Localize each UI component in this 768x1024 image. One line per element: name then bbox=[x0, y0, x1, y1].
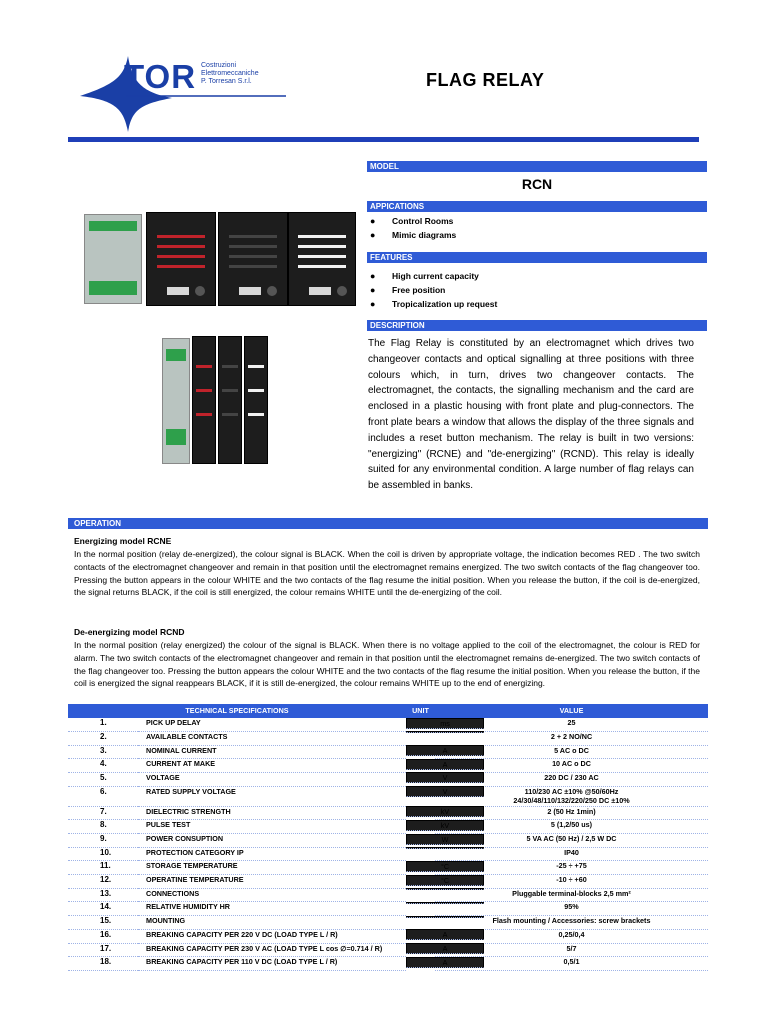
list-item: ● High current capacity bbox=[370, 271, 479, 281]
row-number: 16. bbox=[68, 929, 138, 943]
spec-name: VOLTAGE bbox=[138, 772, 406, 786]
table-row bbox=[68, 861, 708, 875]
spec-unit bbox=[406, 847, 484, 849]
spec-unit: °C bbox=[406, 875, 484, 886]
list-item: ● Tropicalization up request bbox=[370, 299, 498, 309]
spec-name: CONNECTIONS bbox=[138, 888, 406, 902]
row-number: 15. bbox=[68, 916, 138, 930]
spec-value: 5 AC o DC bbox=[435, 745, 708, 759]
spec-value: Pluggable terminal-blocks 2,5 mm² bbox=[435, 888, 708, 902]
spec-value: 25 bbox=[435, 718, 708, 732]
table-row bbox=[68, 759, 708, 773]
list-item: ● Control Rooms bbox=[370, 216, 454, 226]
spec-value: 2 (50 Hz 1min) bbox=[435, 806, 708, 820]
spec-value: 0,5/1 bbox=[435, 957, 708, 971]
table-row bbox=[68, 875, 708, 889]
spec-unit: kV bbox=[406, 820, 484, 831]
spec-unit: ms bbox=[406, 718, 484, 729]
table-row bbox=[68, 888, 708, 902]
row-number: 13. bbox=[68, 888, 138, 902]
list-item: ● Free position bbox=[370, 285, 446, 295]
description-text: The Flag Relay is constituted by an electromagnet which drives two changeover contacts and optical signalling at three positions with three colours which, in turn, drives two changeover contacts. The electromagnet, the contacts, the signalling mechanism and the card are enclosed in a plastic housing with front plate and plug-connectors. The front plate bears a window that allows the display of the three signals and includes a reset button mechanism. The relay is built in two versions: "energizing" (RCNE) and "de-energizing" (RCND). This relay is ideally suited for any environmental condition. A large number of flag relays can be assembled in banks. bbox=[368, 338, 694, 492]
bullet-icon: ● bbox=[370, 299, 376, 309]
product-photo-side bbox=[160, 334, 280, 466]
table-row bbox=[68, 929, 708, 943]
spec-name: MOUNTING bbox=[138, 916, 406, 930]
list-item: ● Mimic diagrams bbox=[370, 230, 457, 240]
spec-unit: A bbox=[406, 929, 484, 940]
spec-name: PROTECTION CATEGORY IP bbox=[138, 847, 406, 861]
col-spec: TECHNICAL SPECIFICATIONS bbox=[68, 704, 406, 718]
features-list bbox=[367, 269, 497, 311]
energizing-title: Energizing model RCNE bbox=[74, 536, 172, 546]
spec-unit: V bbox=[406, 786, 484, 797]
spec-name: OPERATINE TEMPERATURE bbox=[138, 875, 406, 889]
spec-unit bbox=[406, 902, 484, 904]
features-header: FEATURES bbox=[367, 252, 707, 263]
spec-unit: A bbox=[406, 745, 484, 756]
spec-value: 10 AC o DC bbox=[435, 759, 708, 773]
spec-name: DIELECTRIC STRENGTH bbox=[138, 806, 406, 820]
spec-unit: W bbox=[406, 834, 484, 845]
table-row bbox=[68, 772, 708, 786]
row-number: 8. bbox=[68, 820, 138, 834]
table-row bbox=[68, 957, 708, 971]
relay-red-flag-image bbox=[146, 212, 216, 306]
table-row bbox=[68, 806, 708, 820]
row-number: 5. bbox=[68, 772, 138, 786]
spec-name: BREAKING CAPACITY PER 230 V AC (LOAD TYPE L cos ∅=0.714 / R) bbox=[138, 943, 406, 957]
spec-name: AVAILABLE CONTACTS bbox=[138, 731, 406, 745]
table-row bbox=[68, 834, 708, 848]
table-row bbox=[68, 718, 708, 732]
table-row bbox=[68, 731, 708, 745]
row-number: 3. bbox=[68, 745, 138, 759]
spec-table-body bbox=[68, 718, 708, 971]
spec-table-header bbox=[68, 704, 708, 718]
deenergizing-text: In the normal position (relay energized) the colour of the signal is BLACK. When there is no voltage applied to the coil of the electromagnet, the colour is RED for alarm. The two switch contacts of the electromagnet changeover and remain in that position until the electromagnet remains de-energized. The two switch contacts of the flag changeover too. Pressing the button appears the colour WHITE and the two contacts of the flag resume the initial position. When you release the button, if the coil is energized the signal reappears BLACK, if it is still de-energized, the colour remains WHITE up to the end of energizing. bbox=[74, 640, 700, 689]
row-number: 2. bbox=[68, 731, 138, 745]
table-row bbox=[68, 943, 708, 957]
applications-list bbox=[367, 214, 456, 242]
table-row bbox=[68, 745, 708, 759]
table-row bbox=[68, 847, 708, 861]
circuit-board-image bbox=[84, 214, 142, 304]
spec-name: CURRENT AT MAKE bbox=[138, 759, 406, 773]
row-number: 11. bbox=[68, 861, 138, 875]
spec-value: Flash mounting / Accessories: screw brackets bbox=[435, 916, 708, 930]
col-unit: UNIT bbox=[406, 704, 435, 718]
row-number: 12. bbox=[68, 875, 138, 889]
row-number: 9. bbox=[68, 834, 138, 848]
model-header: MODEL bbox=[367, 161, 707, 172]
row-number: 10. bbox=[68, 847, 138, 861]
table-row bbox=[68, 902, 708, 916]
spec-value: 5 VA AC (50 Hz) / 2,5 W DC bbox=[435, 834, 708, 848]
row-number: 17. bbox=[68, 943, 138, 957]
product-photo-front bbox=[80, 210, 355, 306]
relay-white-flag-image bbox=[288, 212, 356, 306]
spec-name: STORAGE TEMPERATURE bbox=[138, 861, 406, 875]
spec-name: PICK UP DELAY bbox=[138, 718, 406, 732]
bullet-icon: ● bbox=[370, 271, 376, 281]
spec-unit: kV bbox=[406, 806, 484, 817]
model-value: RCN bbox=[521, 176, 553, 192]
spec-value: 5 (1,2/50 us) bbox=[435, 820, 708, 834]
document-title: FLAG RELAY bbox=[426, 70, 545, 90]
spec-name: NOMINAL CURRENT bbox=[138, 745, 406, 759]
spec-name: BREAKING CAPACITY PER 110 V DC (LOAD TYPE L / R) bbox=[138, 957, 406, 971]
spec-name: RATED SUPPLY VOLTAGE bbox=[138, 786, 406, 806]
description-header: DESCRIPTION bbox=[367, 320, 707, 331]
spec-value: 0,25/0,4 bbox=[435, 929, 708, 943]
spec-value: -10 ÷ +60 bbox=[435, 875, 708, 889]
spec-name: POWER CONSUPTION bbox=[138, 834, 406, 848]
spec-unit bbox=[406, 888, 484, 890]
bullet-icon: ● bbox=[370, 216, 376, 226]
spec-name: PULSE TEST bbox=[138, 820, 406, 834]
spec-unit: A bbox=[406, 957, 484, 968]
row-number: 1. bbox=[68, 718, 138, 732]
spec-unit: A bbox=[406, 759, 484, 770]
table-row bbox=[68, 786, 708, 806]
spec-value: IP40 bbox=[435, 847, 708, 861]
logo-subtitle: Costruzioni Elettromeccaniche P. Torresan S.r.l. bbox=[201, 62, 259, 85]
relay-black-flag-image bbox=[218, 212, 288, 306]
col-value: VALUE bbox=[435, 704, 708, 718]
row-number: 14. bbox=[68, 902, 138, 916]
bullet-icon: ● bbox=[370, 285, 376, 295]
spec-value: 2 + 2 NO/NC bbox=[435, 731, 708, 745]
spec-unit: V bbox=[406, 772, 484, 783]
energizing-text: In the normal position (relay de-energized), the colour signal is BLACK. When the coil is driven by appropriate voltage, the indication becomes RED . The two switch contacts of the electromagnet changeover and remain in that position until the electromagnet remains energized. The two switch contacts of the flag changeover too. Pressing the button appears in the colour WHITE and the two contacts of the flag resume the initial position. When you release the button, if the coil is de-energized, the signal returns BLACK, if the coil is still energized, the colour remains WHITE until the de-energizing of the coil. bbox=[74, 549, 700, 598]
applications-header: APPICATIONS bbox=[367, 201, 707, 212]
spec-name: BREAKING CAPACITY PER 220 V DC (LOAD TYPE L / R) bbox=[138, 929, 406, 943]
spec-unit: °C bbox=[406, 861, 484, 872]
table-row bbox=[68, 820, 708, 834]
spec-unit: A bbox=[406, 943, 484, 954]
operation-header: OPERATION bbox=[68, 518, 708, 529]
spec-value: 95% bbox=[435, 902, 708, 916]
spec-table bbox=[68, 704, 708, 971]
spec-unit bbox=[406, 731, 484, 733]
spec-value: 110/230 AC ±10% @50/60Hz 24/30/48/110/132/220/250 DC ±10% bbox=[435, 786, 708, 806]
row-number: 7. bbox=[68, 806, 138, 820]
spec-name: RELATIVE HUMIDITY HR bbox=[138, 902, 406, 916]
row-number: 18. bbox=[68, 957, 138, 971]
bullet-icon: ● bbox=[370, 230, 376, 240]
spec-value: 5/7 bbox=[435, 943, 708, 957]
row-number: 4. bbox=[68, 759, 138, 773]
title-divider bbox=[68, 137, 699, 142]
spec-value: -25 ÷ +75 bbox=[435, 861, 708, 875]
table-row bbox=[68, 916, 708, 930]
deenergizing-title: De-energizing model RCND bbox=[74, 627, 185, 637]
spec-value: 220 DC / 230 AC bbox=[435, 772, 708, 786]
row-number: 6. bbox=[68, 786, 138, 806]
spec-unit bbox=[406, 916, 484, 918]
logo-wordmark: TOR bbox=[124, 58, 197, 95]
